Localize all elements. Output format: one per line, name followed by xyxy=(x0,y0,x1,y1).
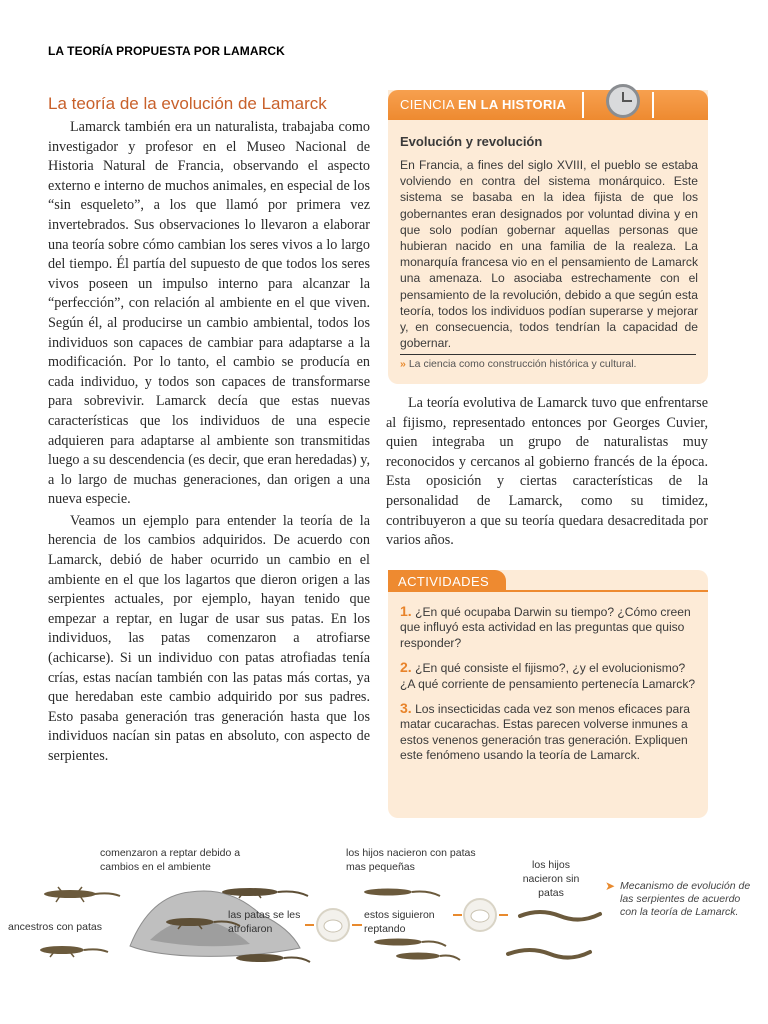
lizard-illustration xyxy=(396,953,460,961)
lizard-illustration xyxy=(40,946,108,957)
figure-label: los hijos nacieron sin patas xyxy=(522,859,580,899)
snake-illustration xyxy=(520,912,600,920)
activity-text: Los insecticidas cada vez son menos eficaces para matar cucarachas. Estas parecen volverse inmunes a estos venenos generación tras generación. Expliquen este fenómeno usando la teoría de Lamarck. xyxy=(400,702,691,763)
figure-label: ancestros con patas xyxy=(8,921,102,933)
activity-number: 2. xyxy=(400,659,412,676)
activity-number: 1. xyxy=(400,603,412,619)
figure-caption: Mecanismo de evolución de las serpientes de acuerdo con la teoría de Lamarck. xyxy=(620,880,751,918)
clock-icon xyxy=(606,84,640,118)
left-text-column xyxy=(48,118,370,767)
actividades-box xyxy=(388,570,708,818)
lizard-illustration xyxy=(364,889,440,897)
paragraph: Lamarck también era un naturalista, trabajaba como investigador y profesor en el Museo Nacional de Historia Natural de Francia, observando el aspecto externo e interno de muchos animales, en especial de los “sin esqueleto”, a los que llamó por primera vez invertebrados. Sus observaciones lo llevaron a elaborar una teoría sobre cómo cambian los seres vivos a lo largo del tiempo. Él partía del supuesto de que todos los seres vivos poseen un impulso interno para alcanzar la “perfección”, con relación al ambiente en el que viven. Según él, al producirse un cambio ambiental, todos los individuos son capaces de cambiar para adaptarse a la modificación. Por lo tanto, el cambio se producía en cada individuo, y todos son capaces de transformarse para sobrevivir. Lamarck decía que estas nuevas características que los individuos de una especie adquieren para adaptarse al ambiente son transmitidas luego a su descendencia (es decir, que eran heredadas) y, a lo largo de muchas generaciones, dan origen a una nueva especie. xyxy=(48,119,370,508)
list-item xyxy=(400,604,696,651)
divider xyxy=(400,354,696,355)
figure-label: las patas se les atrofiaron xyxy=(228,909,301,935)
lizard-illustration xyxy=(44,887,120,902)
double-chevron-icon: » xyxy=(400,358,406,370)
snake-evolution-figure xyxy=(0,836,768,986)
activity-number: 3. xyxy=(400,700,412,717)
section-title: La teoría de la evolución de Lamarck xyxy=(48,94,327,113)
ciencia-box-label: CIENCIA EN LA HISTORIA xyxy=(400,97,567,112)
activity-text: ¿En qué consiste el fijismo?, ¿y el evolucionismo? ¿A qué corriente de pensamiento pertenecía Lamarck? xyxy=(400,661,696,691)
figure-label: comenzaron a reptar debido a cambios en el ambiente xyxy=(100,847,241,873)
document-header: LA TEORÍA PROPUESTA POR LAMARCK xyxy=(48,44,285,58)
activity-list xyxy=(400,604,696,773)
ciencia-box-body: En Francia, a fines del siglo XVIII, el pueblo se estaba volviendo en contra del sistema monárquico. Este sistema se basaba en la idea fijista de que los gobernantes eran designados por voluntad divina y en que solo podían gobernar aquellas personas que hubieran nacido en una familia de la realeza. La monarquía francesa vio en el pensamiento de Lamarck una amenaza. Lo asociaba estrechamente con el pensamiento de la revolución, debido a que según esta teoría, todos los individuos podían superarse y mejorar y, en consecuencia, todos tendrían la capacidad de gobernar. xyxy=(400,158,698,351)
lizard-illustration xyxy=(236,954,310,962)
activity-text: ¿En qué ocupaba Darwin su tiempo? ¿Cómo creen que influyó esta actividad en las preguntas que quiso responder? xyxy=(400,605,691,650)
right-text-column xyxy=(386,394,708,551)
figure-label: los hijos nacieron con patas mas pequeñas xyxy=(346,847,476,873)
list-item xyxy=(400,660,696,692)
ciencia-en-la-historia-box xyxy=(388,90,708,384)
caption-arrow-icon: ➤ xyxy=(605,879,616,893)
paragraph: La teoría evolutiva de Lamarck tuvo que enfrentarse al fijismo, representado entonces por Georges Cuvier, quien integraba un grupo de naturalistas muy reconocidos y cercanos al gobierno francés de la época. Esta oposición y ciertas características de la personalidad de Lamarck, como su timidez, contribuyeron a que su teoría quedara desacreditada por varios años. xyxy=(386,395,708,549)
paragraph: Veamos un ejemplo para entender la teoría de la herencia de los cambios adquiridos. De acuerdo con Lamarck, debió de haber ocurrido un cambio en el ambiente en el que los lagartos que dieron origen a las serpientes actuales, por ejemplo, hayan tenido que empezar a reptar, en lugar de usar sus patas. En los individuos, las patas comenzaron a atrofiarse (achicarse). Si un individuo con patas atrofiadas tenía crías, estas nacían también con las patas más cortas, ya que heredaban este cambio adquirido por sus padres. Esto pasaba generación tras generación hasta que los individuos nacían sin patas en absoluto, con aspecto de serpientes. xyxy=(48,512,370,764)
ciencia-box-note: » La ciencia como construcción histórica y cultural. xyxy=(400,358,637,370)
lizard-illustration xyxy=(374,939,446,947)
list-item xyxy=(400,701,696,764)
lizard-illustration xyxy=(222,888,308,898)
actividades-tab-label: ACTIVIDADES xyxy=(398,574,490,589)
snake-illustration xyxy=(508,950,590,958)
ciencia-box-subtitle: Evolución y revolución xyxy=(400,134,543,149)
actividades-tab xyxy=(388,570,506,592)
ciencia-box-header xyxy=(388,90,708,120)
divider xyxy=(506,590,708,592)
figure-label: estos siguieron reptando xyxy=(364,909,435,935)
